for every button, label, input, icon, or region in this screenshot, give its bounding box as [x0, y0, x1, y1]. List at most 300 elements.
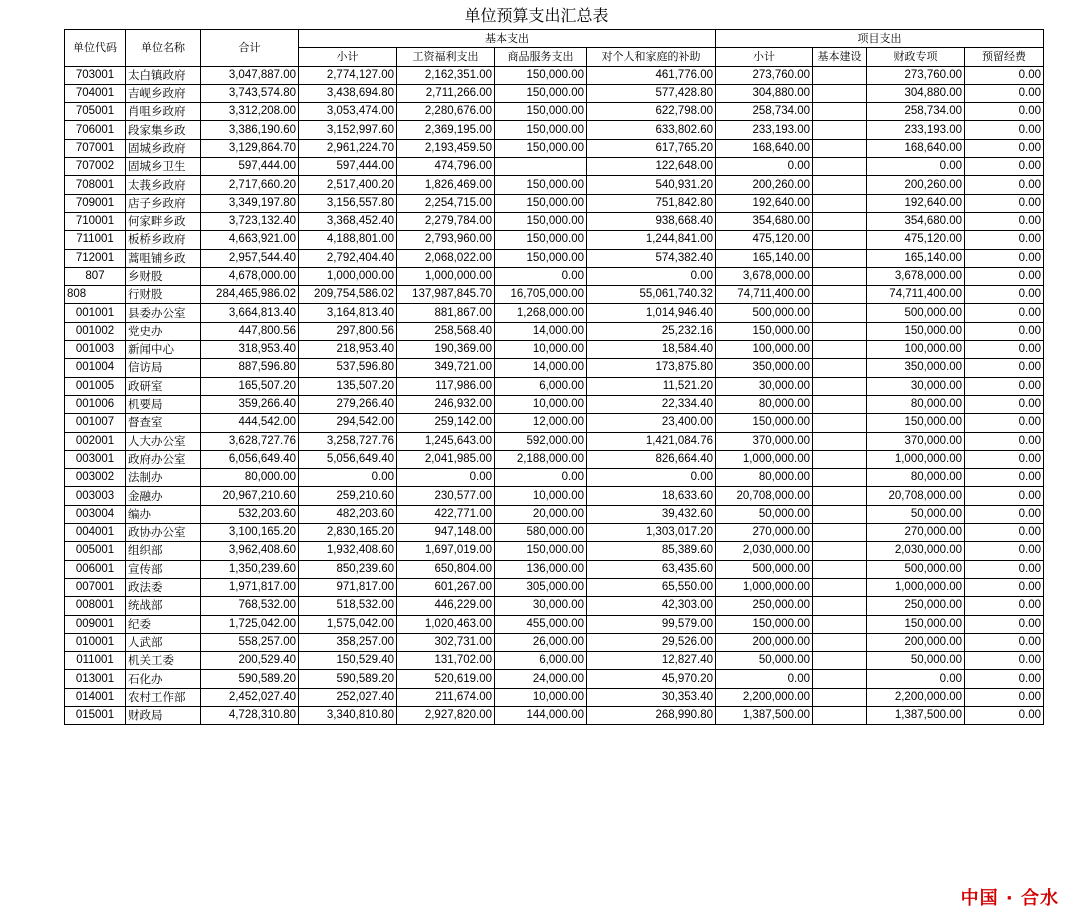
cell-goods: 150,000.00 — [495, 249, 587, 267]
cell-reserve: 0.00 — [965, 139, 1044, 157]
table-row — [65, 542, 1044, 560]
cell-subsidy: 11,521.20 — [587, 377, 716, 395]
cell-total: 4,678,000.00 — [201, 267, 299, 285]
cell-finance-special: 258,734.00 — [867, 103, 965, 121]
cell-goods: 455,000.00 — [495, 615, 587, 633]
cell-total: 444,542.00 — [201, 414, 299, 432]
cell-project-subtotal: 0.00 — [716, 158, 813, 176]
cell-finance-special: 1,000,000.00 — [867, 450, 965, 468]
cell-goods: 136,000.00 — [495, 560, 587, 578]
cell-code: 807 — [65, 267, 126, 285]
cell-name: 农村工作部 — [126, 688, 201, 706]
cell-wages: 302,731.00 — [397, 633, 495, 651]
cell-goods: 150,000.00 — [495, 139, 587, 157]
cell-construction — [813, 267, 867, 285]
cell-reserve: 0.00 — [965, 322, 1044, 340]
cell-finance-special: 1,000,000.00 — [867, 578, 965, 596]
table-row — [65, 304, 1044, 322]
cell-code: 001003 — [65, 341, 126, 359]
cell-basic-subtotal: 3,152,997.60 — [299, 121, 397, 139]
cell-wages: 2,254,715.00 — [397, 194, 495, 212]
cell-wages: 601,267.00 — [397, 578, 495, 596]
cell-total: 2,957,544.40 — [201, 249, 299, 267]
cell-wages: 230,577.00 — [397, 487, 495, 505]
cell-total: 3,386,190.60 — [201, 121, 299, 139]
cell-construction — [813, 304, 867, 322]
header-total: 合计 — [201, 30, 299, 67]
cell-project-subtotal: 354,680.00 — [716, 212, 813, 230]
cell-name: 督查室 — [126, 414, 201, 432]
cell-basic-subtotal: 850,239.60 — [299, 560, 397, 578]
cell-wages: 947,148.00 — [397, 524, 495, 542]
cell-total: 318,953.40 — [201, 341, 299, 359]
cell-basic-subtotal: 482,203.60 — [299, 505, 397, 523]
cell-project-subtotal: 150,000.00 — [716, 414, 813, 432]
cell-basic-subtotal: 3,340,810.80 — [299, 706, 397, 724]
cell-reserve: 0.00 — [965, 377, 1044, 395]
table-row — [65, 505, 1044, 523]
cell-project-subtotal: 150,000.00 — [716, 322, 813, 340]
cell-goods: 144,000.00 — [495, 706, 587, 724]
cell-reserve: 0.00 — [965, 194, 1044, 212]
cell-basic-subtotal: 597,444.00 — [299, 158, 397, 176]
cell-subsidy: 63,435.60 — [587, 560, 716, 578]
cell-project-subtotal: 192,640.00 — [716, 194, 813, 212]
cell-total: 3,664,813.40 — [201, 304, 299, 322]
cell-name: 固城乡政府 — [126, 139, 201, 157]
cell-reserve: 0.00 — [965, 688, 1044, 706]
cell-basic-subtotal: 209,754,586.02 — [299, 286, 397, 304]
header-row-1 — [65, 30, 1044, 48]
cell-construction — [813, 121, 867, 139]
cell-basic-subtotal: 1,000,000.00 — [299, 267, 397, 285]
cell-wages: 2,279,784.00 — [397, 212, 495, 230]
cell-code: 010001 — [65, 633, 126, 651]
cell-name: 新闻中心 — [126, 341, 201, 359]
cell-goods: 20,000.00 — [495, 505, 587, 523]
cell-project-subtotal: 500,000.00 — [716, 304, 813, 322]
cell-project-subtotal: 30,000.00 — [716, 377, 813, 395]
cell-goods: 150,000.00 — [495, 121, 587, 139]
cell-goods: 12,000.00 — [495, 414, 587, 432]
cell-finance-special: 2,030,000.00 — [867, 542, 965, 560]
cell-wages: 881,867.00 — [397, 304, 495, 322]
cell-name: 石化办 — [126, 670, 201, 688]
footer-watermark: 中国 · 合水 — [960, 888, 1059, 909]
cell-reserve: 0.00 — [965, 231, 1044, 249]
cell-finance-special: 150,000.00 — [867, 414, 965, 432]
cell-subsidy: 0.00 — [587, 469, 716, 487]
cell-goods: 150,000.00 — [495, 212, 587, 230]
cell-name: 固城乡卫生 — [126, 158, 201, 176]
cell-code: 003004 — [65, 505, 126, 523]
cell-basic-subtotal: 0.00 — [299, 469, 397, 487]
cell-finance-special: 2,200,000.00 — [867, 688, 965, 706]
cell-wages: 2,369,195.00 — [397, 121, 495, 139]
cell-subsidy: 617,765.20 — [587, 139, 716, 157]
cell-total: 3,962,408.60 — [201, 542, 299, 560]
cell-project-subtotal: 3,678,000.00 — [716, 267, 813, 285]
cell-construction — [813, 84, 867, 102]
cell-finance-special: 100,000.00 — [867, 341, 965, 359]
cell-subsidy: 540,931.20 — [587, 176, 716, 194]
cell-name: 金融办 — [126, 487, 201, 505]
cell-wages: 2,193,459.50 — [397, 139, 495, 157]
cell-subsidy: 12,827.40 — [587, 652, 716, 670]
cell-reserve: 0.00 — [965, 542, 1044, 560]
cell-code: 002001 — [65, 432, 126, 450]
cell-construction — [813, 633, 867, 651]
cell-finance-special: 150,000.00 — [867, 322, 965, 340]
cell-code: 710001 — [65, 212, 126, 230]
cell-construction — [813, 194, 867, 212]
table-header — [65, 30, 1044, 67]
cell-total: 284,465,986.02 — [201, 286, 299, 304]
cell-code: 709001 — [65, 194, 126, 212]
cell-goods: 26,000.00 — [495, 633, 587, 651]
cell-project-subtotal: 250,000.00 — [716, 597, 813, 615]
table-row — [65, 194, 1044, 212]
cell-wages: 2,041,985.00 — [397, 450, 495, 468]
cell-goods: 6,000.00 — [495, 652, 587, 670]
cell-name: 机要局 — [126, 395, 201, 413]
table-row — [65, 103, 1044, 121]
cell-reserve: 0.00 — [965, 359, 1044, 377]
cell-code: 003002 — [65, 469, 126, 487]
cell-code: 013001 — [65, 670, 126, 688]
cell-project-subtotal: 168,640.00 — [716, 139, 813, 157]
table-row — [65, 158, 1044, 176]
cell-code: 011001 — [65, 652, 126, 670]
cell-construction — [813, 158, 867, 176]
cell-total: 3,047,887.00 — [201, 66, 299, 84]
cell-goods: 10,000.00 — [495, 395, 587, 413]
cell-subsidy: 751,842.80 — [587, 194, 716, 212]
cell-construction — [813, 286, 867, 304]
cell-name: 段家集乡政 — [126, 121, 201, 139]
cell-basic-subtotal: 537,596.80 — [299, 359, 397, 377]
cell-name: 纪委 — [126, 615, 201, 633]
cell-reserve: 0.00 — [965, 469, 1044, 487]
cell-total: 3,129,864.70 — [201, 139, 299, 157]
cell-reserve: 0.00 — [965, 597, 1044, 615]
cell-construction — [813, 103, 867, 121]
cell-project-subtotal: 258,734.00 — [716, 103, 813, 121]
cell-construction — [813, 432, 867, 450]
cell-wages: 2,793,960.00 — [397, 231, 495, 249]
cell-finance-special: 500,000.00 — [867, 560, 965, 578]
cell-wages: 446,229.00 — [397, 597, 495, 615]
cell-reserve: 0.00 — [965, 395, 1044, 413]
cell-project-subtotal: 273,760.00 — [716, 66, 813, 84]
cell-reserve: 0.00 — [965, 103, 1044, 121]
cell-reserve: 0.00 — [965, 66, 1044, 84]
cell-project-subtotal: 2,200,000.00 — [716, 688, 813, 706]
cell-finance-special: 50,000.00 — [867, 652, 965, 670]
table-row — [65, 121, 1044, 139]
cell-subsidy: 55,061,740.32 — [587, 286, 716, 304]
cell-project-subtotal: 20,708,000.00 — [716, 487, 813, 505]
cell-construction — [813, 395, 867, 413]
cell-total: 200,529.40 — [201, 652, 299, 670]
cell-basic-subtotal: 2,792,404.40 — [299, 249, 397, 267]
cell-code: 014001 — [65, 688, 126, 706]
cell-code: 705001 — [65, 103, 126, 121]
cell-wages: 2,068,022.00 — [397, 249, 495, 267]
cell-finance-special: 200,260.00 — [867, 176, 965, 194]
cell-finance-special: 233,193.00 — [867, 121, 965, 139]
cell-name: 政法委 — [126, 578, 201, 596]
cell-goods: 1,268,000.00 — [495, 304, 587, 322]
cell-basic-subtotal: 3,368,452.40 — [299, 212, 397, 230]
cell-finance-special: 0.00 — [867, 670, 965, 688]
cell-reserve: 0.00 — [965, 158, 1044, 176]
cell-basic-subtotal: 971,817.00 — [299, 578, 397, 596]
cell-finance-special: 50,000.00 — [867, 505, 965, 523]
cell-code: 001006 — [65, 395, 126, 413]
cell-project-subtotal: 475,120.00 — [716, 231, 813, 249]
cell-project-subtotal: 80,000.00 — [716, 469, 813, 487]
table-row — [65, 524, 1044, 542]
cell-construction — [813, 322, 867, 340]
cell-goods: 24,000.00 — [495, 670, 587, 688]
cell-name: 政研室 — [126, 377, 201, 395]
cell-project-subtotal: 1,000,000.00 — [716, 450, 813, 468]
cell-total: 3,100,165.20 — [201, 524, 299, 542]
cell-code: 004001 — [65, 524, 126, 542]
cell-goods: 592,000.00 — [495, 432, 587, 450]
cell-total: 597,444.00 — [201, 158, 299, 176]
table-row — [65, 597, 1044, 615]
cell-name: 编办 — [126, 505, 201, 523]
cell-subsidy: 45,970.20 — [587, 670, 716, 688]
cell-wages: 422,771.00 — [397, 505, 495, 523]
cell-name: 太莪乡政府 — [126, 176, 201, 194]
cell-goods: 150,000.00 — [495, 176, 587, 194]
cell-code: 708001 — [65, 176, 126, 194]
cell-construction — [813, 139, 867, 157]
cell-goods: 16,705,000.00 — [495, 286, 587, 304]
cell-subsidy: 42,303.00 — [587, 597, 716, 615]
table-row — [65, 615, 1044, 633]
cell-finance-special: 165,140.00 — [867, 249, 965, 267]
header-project-subtotal: 小计 — [716, 48, 813, 66]
cell-basic-subtotal: 3,156,557.80 — [299, 194, 397, 212]
cell-construction — [813, 249, 867, 267]
cell-project-subtotal: 50,000.00 — [716, 505, 813, 523]
cell-name: 吉岘乡政府 — [126, 84, 201, 102]
cell-total: 590,589.20 — [201, 670, 299, 688]
header-code: 单位代码 — [65, 30, 126, 67]
table-row — [65, 377, 1044, 395]
table-row — [65, 139, 1044, 157]
cell-code: 006001 — [65, 560, 126, 578]
cell-project-subtotal: 150,000.00 — [716, 615, 813, 633]
cell-subsidy: 826,664.40 — [587, 450, 716, 468]
cell-goods: 10,000.00 — [495, 487, 587, 505]
cell-total: 768,532.00 — [201, 597, 299, 615]
cell-finance-special: 475,120.00 — [867, 231, 965, 249]
cell-code: 001002 — [65, 322, 126, 340]
cell-total: 1,971,817.00 — [201, 578, 299, 596]
cell-project-subtotal: 1,000,000.00 — [716, 578, 813, 596]
cell-code: 001005 — [65, 377, 126, 395]
cell-reserve: 0.00 — [965, 652, 1044, 670]
cell-total: 887,596.80 — [201, 359, 299, 377]
cell-goods: 30,000.00 — [495, 597, 587, 615]
cell-construction — [813, 505, 867, 523]
cell-goods: 0.00 — [495, 469, 587, 487]
cell-finance-special: 350,000.00 — [867, 359, 965, 377]
cell-name: 何家畔乡政 — [126, 212, 201, 230]
cell-subsidy: 633,802.60 — [587, 121, 716, 139]
cell-finance-special: 1,387,500.00 — [867, 706, 965, 724]
cell-reserve: 0.00 — [965, 121, 1044, 139]
cell-basic-subtotal: 279,266.40 — [299, 395, 397, 413]
cell-wages: 650,804.00 — [397, 560, 495, 578]
header-wages: 工资福利支出 — [397, 48, 495, 66]
table-row — [65, 212, 1044, 230]
table-row — [65, 487, 1044, 505]
cell-subsidy: 622,798.00 — [587, 103, 716, 121]
cell-wages: 2,711,266.00 — [397, 84, 495, 102]
table-row — [65, 670, 1044, 688]
cell-wages: 349,721.00 — [397, 359, 495, 377]
cell-code: 009001 — [65, 615, 126, 633]
cell-subsidy: 23,400.00 — [587, 414, 716, 432]
cell-goods: 10,000.00 — [495, 688, 587, 706]
cell-total: 359,266.40 — [201, 395, 299, 413]
cell-finance-special: 80,000.00 — [867, 469, 965, 487]
cell-total: 20,967,210.60 — [201, 487, 299, 505]
cell-reserve: 0.00 — [965, 670, 1044, 688]
cell-name: 乡财股 — [126, 267, 201, 285]
cell-basic-subtotal: 5,056,649.40 — [299, 450, 397, 468]
cell-reserve: 0.00 — [965, 633, 1044, 651]
cell-goods: 580,000.00 — [495, 524, 587, 542]
cell-goods: 305,000.00 — [495, 578, 587, 596]
cell-total: 3,628,727.76 — [201, 432, 299, 450]
cell-total: 3,723,132.40 — [201, 212, 299, 230]
cell-construction — [813, 487, 867, 505]
cell-construction — [813, 377, 867, 395]
cell-subsidy: 938,668.40 — [587, 212, 716, 230]
cell-goods: 150,000.00 — [495, 194, 587, 212]
cell-finance-special: 354,680.00 — [867, 212, 965, 230]
cell-total: 3,349,197.80 — [201, 194, 299, 212]
cell-wages: 211,674.00 — [397, 688, 495, 706]
cell-total: 1,350,239.60 — [201, 560, 299, 578]
cell-total: 1,725,042.00 — [201, 615, 299, 633]
cell-construction — [813, 524, 867, 542]
cell-subsidy: 122,648.00 — [587, 158, 716, 176]
cell-goods: 150,000.00 — [495, 84, 587, 102]
cell-goods: 150,000.00 — [495, 542, 587, 560]
table-row — [65, 322, 1044, 340]
cell-construction — [813, 341, 867, 359]
cell-finance-special: 3,678,000.00 — [867, 267, 965, 285]
cell-reserve: 0.00 — [965, 176, 1044, 194]
cell-basic-subtotal: 2,830,165.20 — [299, 524, 397, 542]
cell-subsidy: 25,232.16 — [587, 322, 716, 340]
cell-basic-subtotal: 3,164,813.40 — [299, 304, 397, 322]
table-row — [65, 450, 1044, 468]
table-row — [65, 231, 1044, 249]
cell-subsidy: 1,244,841.00 — [587, 231, 716, 249]
cell-wages: 1,826,469.00 — [397, 176, 495, 194]
cell-construction — [813, 597, 867, 615]
cell-wages: 246,932.00 — [397, 395, 495, 413]
cell-finance-special: 30,000.00 — [867, 377, 965, 395]
cell-total: 2,452,027.40 — [201, 688, 299, 706]
table-row — [65, 414, 1044, 432]
cell-reserve: 0.00 — [965, 212, 1044, 230]
cell-reserve: 0.00 — [965, 487, 1044, 505]
header-reserve: 预留经费 — [965, 48, 1044, 66]
cell-code: 703001 — [65, 66, 126, 84]
cell-project-subtotal: 80,000.00 — [716, 395, 813, 413]
cell-code: 808 — [65, 286, 126, 304]
cell-wages: 190,369.00 — [397, 341, 495, 359]
cell-reserve: 0.00 — [965, 615, 1044, 633]
cell-total: 4,663,921.00 — [201, 231, 299, 249]
cell-basic-subtotal: 150,529.40 — [299, 652, 397, 670]
cell-wages: 0.00 — [397, 469, 495, 487]
cell-construction — [813, 688, 867, 706]
cell-code: 003001 — [65, 450, 126, 468]
cell-reserve: 0.00 — [965, 505, 1044, 523]
cell-basic-subtotal: 2,774,127.00 — [299, 66, 397, 84]
cell-total: 2,717,660.20 — [201, 176, 299, 194]
cell-reserve: 0.00 — [965, 286, 1044, 304]
cell-name: 信访局 — [126, 359, 201, 377]
cell-goods — [495, 158, 587, 176]
cell-total: 3,312,208.00 — [201, 103, 299, 121]
cell-wages: 1,697,019.00 — [397, 542, 495, 560]
cell-finance-special: 192,640.00 — [867, 194, 965, 212]
cell-name: 法制办 — [126, 469, 201, 487]
cell-finance-special: 370,000.00 — [867, 432, 965, 450]
cell-name: 人大办公室 — [126, 432, 201, 450]
table-row — [65, 688, 1044, 706]
cell-total: 165,507.20 — [201, 377, 299, 395]
cell-basic-subtotal: 218,953.40 — [299, 341, 397, 359]
cell-finance-special: 200,000.00 — [867, 633, 965, 651]
header-construction: 基本建设 — [813, 48, 867, 66]
cell-goods: 10,000.00 — [495, 341, 587, 359]
cell-name: 肖咀乡政府 — [126, 103, 201, 121]
header-name: 单位名称 — [126, 30, 201, 67]
cell-subsidy: 461,776.00 — [587, 66, 716, 84]
cell-subsidy: 29,526.00 — [587, 633, 716, 651]
cell-wages: 1,000,000.00 — [397, 267, 495, 285]
cell-construction — [813, 560, 867, 578]
cell-project-subtotal: 233,193.00 — [716, 121, 813, 139]
table-row — [65, 578, 1044, 596]
cell-project-subtotal: 2,030,000.00 — [716, 542, 813, 560]
cell-code: 005001 — [65, 542, 126, 560]
cell-construction — [813, 212, 867, 230]
cell-project-subtotal: 0.00 — [716, 670, 813, 688]
table-body — [65, 66, 1044, 725]
table-row — [65, 66, 1044, 84]
cell-name: 县委办公室 — [126, 304, 201, 322]
cell-finance-special: 150,000.00 — [867, 615, 965, 633]
cell-finance-special: 304,880.00 — [867, 84, 965, 102]
cell-basic-subtotal: 259,210.60 — [299, 487, 397, 505]
cell-construction — [813, 231, 867, 249]
cell-wages: 259,142.00 — [397, 414, 495, 432]
